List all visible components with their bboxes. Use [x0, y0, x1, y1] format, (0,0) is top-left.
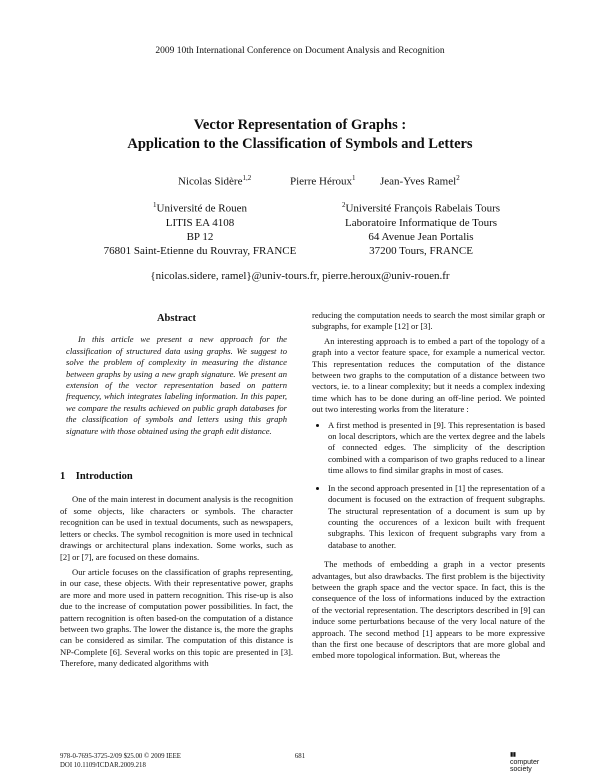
author-sup: 1: [352, 174, 356, 182]
list-item: • A first method is presented in [9]. This representation is based on local descriptors, which are the vertex degree and the labels of connected edges. The simplicity of the description combined with a comparison of two graphs reduced to a linear time allows to find similar graphs in most of cases.: [328, 420, 545, 477]
logo-text-top: computer: [510, 759, 540, 766]
section-title: Introduction: [75, 471, 133, 483]
right-paragraph-1: An interesting approach is to embed a part of the topology of a graph into a vector feature space, for example a numerical vector. This representation reduces the computation of the distance between two graphs to the computation of a distance between two vectors, ie. to a linear complexity; but it needs a complex indexing time which has to be done during an off-line period. We pointed out two interesting works from the literature :: [312, 335, 545, 415]
bullet-list: [312, 420, 545, 551]
list-item: • In the second approach presented in [1] the representation of a document is focused on the extraction of frequent subgraphs. The structural representation of a document is sum up by counting the occurences of a lexicon built with frequent subgraphs. This lexicon of frequent subgraphs vary from a database to another.: [328, 483, 545, 551]
abstract-text: In this article we present a new approach for the classification of structured data using graphs. We suggest to solve the problem of complexity in measuring the distance between graphs by using a new graph signature. We present an extension of the vector representation based on pattern frequency, which integrates labeling information. In this paper, we compare the results achieved on public graph databases for the classification of symbols and letters using this graph signature with those obtained using the graph edit distance.: [66, 334, 287, 436]
author-emails: {nicolas.sidere, ramel}@univ-tours.fr, pierre.heroux@univ-rouen.fr: [150, 270, 450, 282]
aff-text: Université de Rouen: [156, 202, 247, 215]
author-2: [290, 174, 356, 188]
logo-text-bottom: society: [510, 766, 532, 773]
affiliation-2: [318, 198, 524, 258]
author-1: [178, 174, 251, 188]
author-3: [380, 174, 460, 188]
doi-text: DOI 10.1109/ICDAR.2009.218: [60, 762, 146, 769]
author-name: Nicolas Sidère: [178, 175, 243, 188]
right-paragraph-0: reducing the computation needs to search the most similar graph or subgraphs, for example [12] or [3].: [312, 310, 545, 332]
aff-line: [318, 198, 524, 216]
aff-text: Université François Rabelais Tours: [345, 202, 501, 215]
author-name: Jean-Yves Ramel: [380, 175, 457, 188]
section-heading: [60, 471, 293, 482]
author-sup: 2: [456, 174, 460, 182]
title-line-2: Application to the Classification of Symbols and Letters: [127, 136, 473, 152]
paper-title: [0, 116, 600, 154]
abstract-heading: Abstract: [156, 313, 197, 324]
right-column: [312, 310, 545, 662]
logo-mark-icon: ▮▮: [510, 752, 516, 758]
aff-sup: 1: [153, 201, 157, 209]
aff-line: [90, 198, 310, 216]
section-number: 1: [60, 471, 66, 483]
intro-paragraph-1: One of the main interest in document analysis is the recognition of some objects, like characters or symbols. The character recognition can be used in textual documents, such as newspapers, letters or checks. The symbol recognition is more used in technical drawings or architectural plans indexation. Some works, such as [2] or [7], are focused on these domains.: [60, 494, 293, 562]
aff-line: LITIS EA 4108: [165, 216, 235, 229]
aff-line: 76801 Saint-Etienne du Rouvray, FRANCE: [103, 244, 297, 257]
page-number: 681: [294, 753, 306, 760]
isbn-text: 978-0-7695-3725-2/09 $25.00 © 2009 IEEE: [60, 753, 181, 760]
computer-society-logo: [510, 752, 539, 773]
intro-paragraph-2: Our article focuses on the classification of graphs representing, in our case, these objects. With their representative power, graphs are more and more used in pattern recognition. This rise-up is also due to the increase of computation power possibilities. In fact, the pattern recognition is often based-on the computation of a distance between two graphs. The lower the distance is, the more the graphs can be considered as similar. The computation of this distance is NP-Complete [6]. Several works on this topic are presented in [3]. Therefore, many dedicated algorithms with: [60, 566, 293, 669]
aff-line: 64 Avenue Jean Portalis: [368, 230, 474, 243]
aff-line: BP 12: [186, 230, 214, 243]
footer-isbn: [60, 752, 181, 770]
title-line-1: Vector Representation of Graphs :: [193, 117, 407, 133]
right-paragraph-2: The methods of embedding a graph in a vector presents advantages, but also drawbacks. The first problem is the bijectivity between the graph space and the vector space. In fact, this is the consequence of the loss of informations induced by the extraction of the vectorial representation. The descriptors described in [9] can induce some perturbations because of the very local nature of the approach. The second method [1] appears to be more expressive than the first one because of descriptors that are more global and embed more topological information. But, whereas the: [312, 559, 545, 661]
conference-header: 2009 10th International Conference on Document Analysis and Recognition: [155, 46, 445, 56]
author-name: Pierre Héroux: [290, 175, 353, 188]
aff-sup: 2: [341, 201, 346, 209]
affiliation-1: [90, 198, 310, 258]
aff-line: 37200 Tours, FRANCE: [369, 244, 473, 257]
aff-line: Laboratoire Informatique de Tours: [344, 216, 498, 229]
author-sup: 1,2: [242, 174, 252, 182]
left-column: [60, 313, 293, 670]
